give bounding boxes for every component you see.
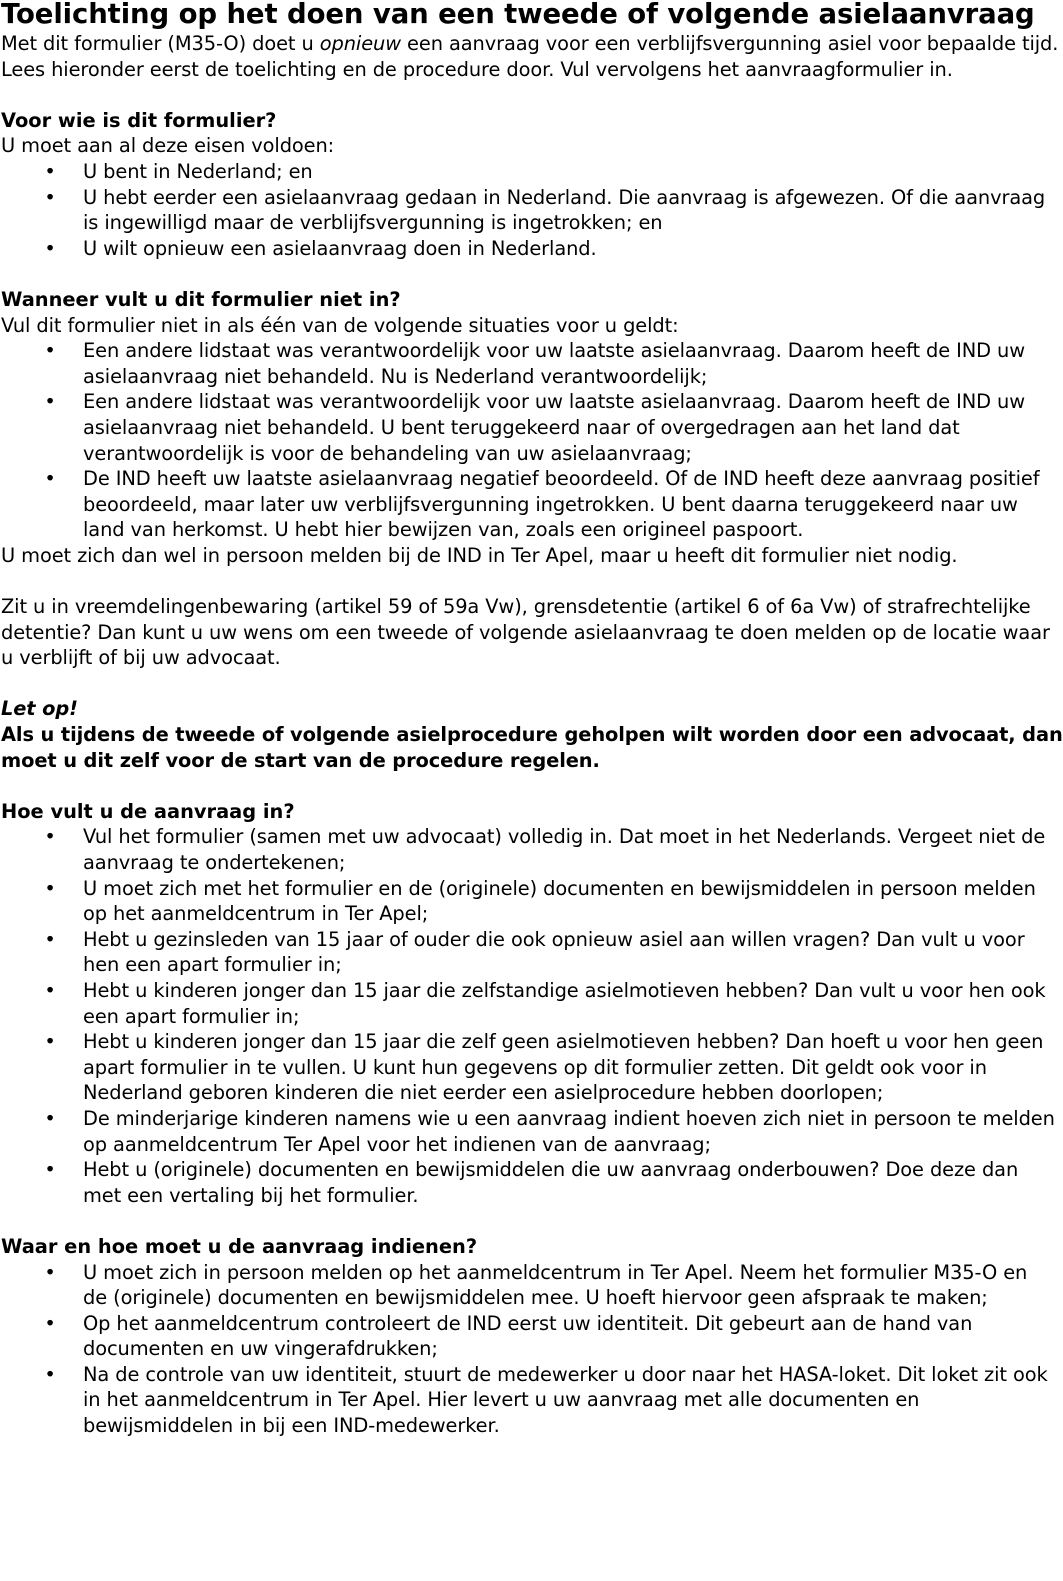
list-item-text: Een andere lidstaat was verantwoordelijk voor uw laatste asielaanvraag. Daarom heeft de IND uw asielaanvraag niet behandeld. U bent teruggekeerd naar of overgedragen aan het land dat verantwoordelijk is voor de behandeling van uw asielaanvraag; (83, 390, 1026, 465)
section-heading-when-not: Wanneer vult u dit formulier niet in? (1, 287, 401, 311)
list-item (0, 338, 1063, 389)
list-item-text: Vul het formulier (samen met uw advocaat) volledig in. Dat moet in het Nederlands. Vergeet niet de aanvraag te ondertekenen; (83, 825, 1046, 874)
list-item (0, 389, 1063, 466)
notice-block (0, 696, 1063, 773)
list-how (0, 824, 1063, 1208)
section-when-not (0, 287, 1063, 671)
spacer (0, 671, 1063, 697)
list-item-text: De IND heeft uw laatste asielaanvraag negatief beoordeeld. Of de IND heeft deze aanvraag positief beoordeeld, maar later uw verblijfsvergunning ingetrokken. U bent daarna teruggekeerd naar uw land van herkomst. U hebt hier bewijzen van, zoals een origineel paspoort. (83, 467, 1040, 542)
list-item-text: U hebt eerder een asielaanvraag gedaan in Nederland. Die aanvraag is afgewezen. Of die aanvraag is ingewilligd maar de verblijfsvergunning is ingetrokken; en (83, 185, 1046, 235)
list-item (0, 466, 1063, 543)
section-lead-when-not: Vul dit formulier niet in als één van de volgende situaties voor u geldt: (1, 313, 679, 337)
list-item (0, 1029, 1063, 1106)
list-item-text: U bent in Nederland; en (83, 159, 313, 183)
spacer (0, 261, 1063, 287)
list-item-text: U moet zich met het formulier en de (originele) documenten en bewijsmiddelen in persoon melden op het aanmeldcentrum in Ter Apel; (83, 876, 1036, 926)
spacer (0, 1208, 1063, 1234)
section-lead-who: U moet aan al deze eisen voldoen: (1, 134, 335, 158)
list-item (0, 1157, 1063, 1208)
bullet-icon: • (44, 927, 56, 951)
section-how (0, 799, 1063, 1209)
list-where (0, 1260, 1063, 1439)
bullet-icon: • (44, 339, 56, 363)
bullet-icon: • (44, 159, 56, 183)
list-item-text: De minderjarige kinderen namens wie u een aanvraag indient hoeven zich niet in persoon te melden op aanmeldcentrum Ter Apel voor het indienen van de aanvraag; (83, 1106, 1055, 1156)
bullet-icon: • (44, 876, 56, 900)
list-item-text: Een andere lidstaat was verantwoordelijk voor uw laatste asielaanvraag. Daarom heeft de IND uw asielaanvraag niet behandeld. Nu is Nederland verantwoordelijk; (83, 339, 1026, 388)
section-who (0, 108, 1063, 262)
section-heading-how: Hoe vult u de aanvraag in? (1, 799, 295, 823)
list-when-not (0, 338, 1063, 543)
list-item (0, 185, 1063, 236)
intro-text-1: Met dit formulier (M35-O) doet u (1, 32, 320, 55)
spacer (0, 773, 1063, 799)
bullet-icon: • (44, 1260, 56, 1284)
list-item (0, 927, 1063, 978)
intro-paragraph (0, 31, 1063, 82)
notice-text: Als u tijdens de tweede of volgende asielprocedure geholpen wilt worden door een advocaat, dan moet u dit zelf voor de start van de procedure regelen. (1, 723, 1063, 772)
bullet-icon: • (44, 1158, 56, 1182)
bullet-icon: • (44, 236, 56, 260)
list-item-text: Na de controle van uw identiteit, stuurt de medewerker u door naar het HASA-loket. Dit loket zit ook in het aanmeldcentrum in Ter Apel. Hier levert u uw aanvraag met alle documenten en bewijsmiddelen in bij een IND-medewerker. (83, 1362, 1048, 1438)
bullet-icon: • (44, 390, 56, 414)
list-item-text: Hebt u gezinsleden van 15 jaar of ouder die ook opnieuw asiel aan willen vragen? Dan vult u voor hen een apart formulier in; (83, 927, 1025, 977)
intro-emphasis: opnieuw (319, 32, 401, 55)
bullet-icon: • (44, 978, 56, 1002)
detention-paragraph: Zit u in vreemdelingenbewaring (artikel 59 of 59a Vw), grensdetentie (artikel 6 of 6a Vw) of strafrechtelijke detentie? Dan kunt u uw wens om een tweede of volgende asielaanvraag te doen melden op de locatie waar u verblijft of bij uw advocaat. (1, 595, 1050, 670)
bullet-icon: • (44, 1106, 56, 1130)
spacer (0, 82, 1063, 108)
section-heading-where: Waar en hoe moet u de aanvraag indienen? (1, 1234, 478, 1258)
spacer (0, 568, 1063, 594)
bullet-icon: • (44, 467, 56, 491)
list-who (0, 159, 1063, 261)
bullet-icon: • (44, 825, 56, 849)
section-heading-who: Voor wie is dit formulier? (1, 108, 277, 132)
bullet-icon: • (44, 1311, 56, 1335)
list-item-text: Hebt u kinderen jonger dan 15 jaar die zelf geen asielmotieven hebben? Dan hoeft u voor hen geen apart formulier in te vullen. U kunt hun gegevens op dit formulier zetten. Dit geldt ook voor in Nederland geboren kinderen die niet eerder een asielprocedure hebben doorlopen; (83, 1030, 1044, 1105)
page-title: Toelichting op het doen van een tweede of volgende asielaanvraag (1, 0, 1035, 30)
list-item-text: Hebt u (originele) documenten en bewijsmiddelen die uw aanvraag onderbouwen? Doe deze dan met een vertaling bij het formulier. (83, 1158, 1019, 1207)
notice-label: Let op! (1, 697, 78, 721)
bullet-icon: • (44, 1030, 56, 1054)
bullet-icon: • (44, 185, 56, 209)
list-item (0, 1106, 1063, 1157)
intro-text-2: een aanvraag voor een verblijfsvergunning asiel voor bepaalde tijd. Lees hieronder eerst de toelichting en de procedure door. Vul vervolgens het aanvraagformulier in. (1, 32, 1059, 81)
list-item (0, 876, 1063, 927)
when-not-followup: U moet zich dan wel in persoon melden bij de IND in Ter Apel, maar u heeft dit formulier niet nodig. (1, 543, 958, 567)
list-item (0, 1260, 1063, 1311)
list-item (0, 1311, 1063, 1362)
list-item (0, 1362, 1063, 1439)
list-item (0, 978, 1063, 1029)
list-item-text: Hebt u kinderen jonger dan 15 jaar die zelfstandige asielmotieven hebben? Dan vult u voor hen ook een apart formulier in; (83, 978, 1046, 1028)
list-item-text: U moet zich in persoon melden op het aanmeldcentrum in Ter Apel. Neem het formulier M35-O en de (originele) documenten en bewijsmiddelen mee. U hoeft hiervoor geen afspraak te maken; (83, 1260, 1028, 1310)
list-item (0, 159, 1063, 185)
list-item (0, 236, 1063, 262)
list-item (0, 824, 1063, 875)
list-item-text: Op het aanmeldcentrum controleert de IND eerst uw identiteit. Dit gebeurt aan de hand van documenten en uw vingerafdrukken; (83, 1311, 973, 1361)
section-where (0, 1234, 1063, 1439)
list-item-text: U wilt opnieuw een asielaanvraag doen in Nederland. (83, 236, 597, 260)
bullet-icon: • (44, 1362, 56, 1386)
